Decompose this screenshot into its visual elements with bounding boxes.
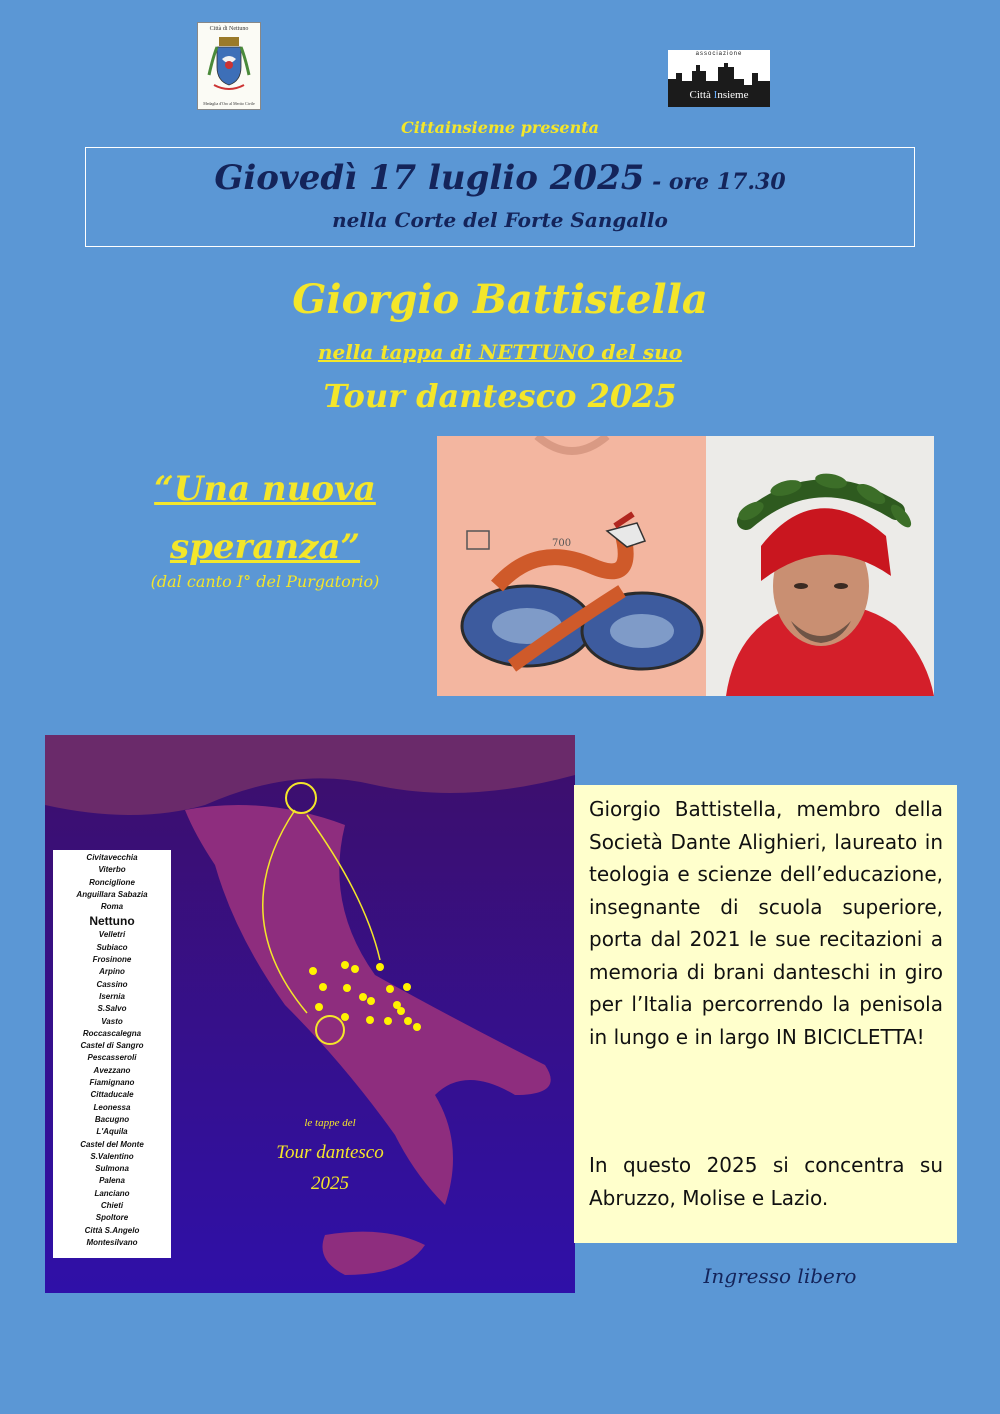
stop-item: Castel di Sangro bbox=[80, 1041, 144, 1051]
logo-city-name: Città di Nettuno bbox=[209, 26, 249, 32]
tshirt-photo bbox=[437, 436, 707, 696]
svg-text:700: 700 bbox=[552, 538, 572, 549]
stop-item: S.Salvo bbox=[97, 1004, 127, 1014]
dante-portrait-image bbox=[706, 436, 934, 696]
logo-assoc-label: associazione bbox=[695, 51, 743, 57]
stop-item: Subiaco bbox=[96, 942, 128, 952]
stop-item: Spoltore bbox=[95, 1213, 129, 1223]
stop-item: Castel del Monte bbox=[80, 1139, 144, 1149]
logo-medal-caption: Medaglia d'Oro al Merito Civile bbox=[203, 101, 255, 106]
stop-item: Cassino bbox=[96, 979, 128, 989]
citta-insieme-logo bbox=[668, 50, 770, 107]
tour-title: Tour dantesco 2025 bbox=[323, 377, 677, 415]
bio-paragraph-1: Giorgio Battistella, membro della Società Dante Alighieri, laureato in teologia e scienze dell’educazione, insegnante di scuola superiore, porta dal 2021 le sue recitazioni a memoria di brani danteschi in giro per l’Italia percorrendo la penisola in lungo e in largo IN BICICLETTA! bbox=[589, 797, 943, 1049]
stop-item: Bacugno bbox=[94, 1114, 130, 1124]
stop-item: Arpino bbox=[99, 967, 125, 977]
stop-item-highlight: Nettuno bbox=[89, 914, 135, 929]
date-box bbox=[85, 147, 915, 247]
quote-line-2: speranza” bbox=[169, 527, 361, 567]
speaker-name: Giorgio Battistella bbox=[292, 276, 708, 323]
tour-route-map bbox=[45, 735, 575, 1293]
stop-item: Chieti bbox=[100, 1201, 124, 1211]
stop-item: Sulmona bbox=[95, 1164, 129, 1174]
quote-line-1: “Una nuova bbox=[154, 469, 376, 509]
tour-stops-list bbox=[53, 850, 171, 1258]
quote-source: (dal canto I° del Purgatorio) bbox=[150, 572, 380, 591]
stop-item: Anguillara Sabazia bbox=[76, 889, 148, 899]
nettuno-coat-of-arms-logo bbox=[197, 22, 261, 110]
stop-item: Lanciano bbox=[94, 1188, 130, 1198]
coat-of-arms-icon bbox=[204, 35, 254, 99]
stop-item: Fiamignano bbox=[89, 1078, 135, 1088]
stop-item: Roma bbox=[100, 902, 124, 912]
bio-box bbox=[574, 785, 957, 1243]
stop-item: Civitavecchia bbox=[86, 853, 138, 862]
map-caption: Tour dantesco 2025 bbox=[276, 1142, 384, 1194]
stop-item: Montesilvano bbox=[86, 1237, 138, 1247]
event-quote bbox=[95, 460, 435, 576]
logo-assoc-name: Città Insieme bbox=[689, 89, 749, 101]
stop-item: Viterbo bbox=[98, 865, 126, 875]
stop-item: Palena bbox=[99, 1176, 125, 1186]
stop-item: Frosinone bbox=[92, 955, 132, 965]
bio-paragraph-2: In questo 2025 si concentra su Abruzzo, Molise e Lazio. bbox=[589, 1153, 943, 1210]
stop-item: Pescasseroli bbox=[87, 1053, 137, 1063]
event-date: Giovedì 17 luglio 2025 - ore 17.30 bbox=[214, 158, 786, 198]
event-venue: nella Corte del Forte Sangallo bbox=[332, 208, 668, 232]
stop-item: Velletri bbox=[98, 930, 126, 940]
tshirt-image bbox=[437, 436, 707, 696]
stop-item: S.Valentino bbox=[90, 1151, 134, 1161]
dante-portrait-photo bbox=[706, 436, 934, 696]
stop-item: Cittaducale bbox=[90, 1090, 134, 1100]
free-entry-note: Ingresso libero bbox=[703, 1264, 857, 1288]
stop-item: Vasto bbox=[101, 1016, 123, 1026]
stop-item: Isernia bbox=[99, 991, 125, 1001]
map-caption-small: le tappe del bbox=[304, 1117, 356, 1129]
tour-stage-line: nella tappa di NETTUNO del suo bbox=[317, 340, 683, 364]
stop-item: Roccascalegna bbox=[82, 1028, 142, 1038]
stop-item: Città S.Angelo bbox=[84, 1225, 140, 1235]
presenter-line: Cittainsieme presenta bbox=[401, 118, 599, 137]
stop-item: Leonessa bbox=[93, 1102, 131, 1112]
stop-item: L'Aquila bbox=[96, 1127, 128, 1137]
stop-item: Ronciglione bbox=[89, 877, 135, 887]
stop-item: Avezzano bbox=[93, 1065, 131, 1075]
